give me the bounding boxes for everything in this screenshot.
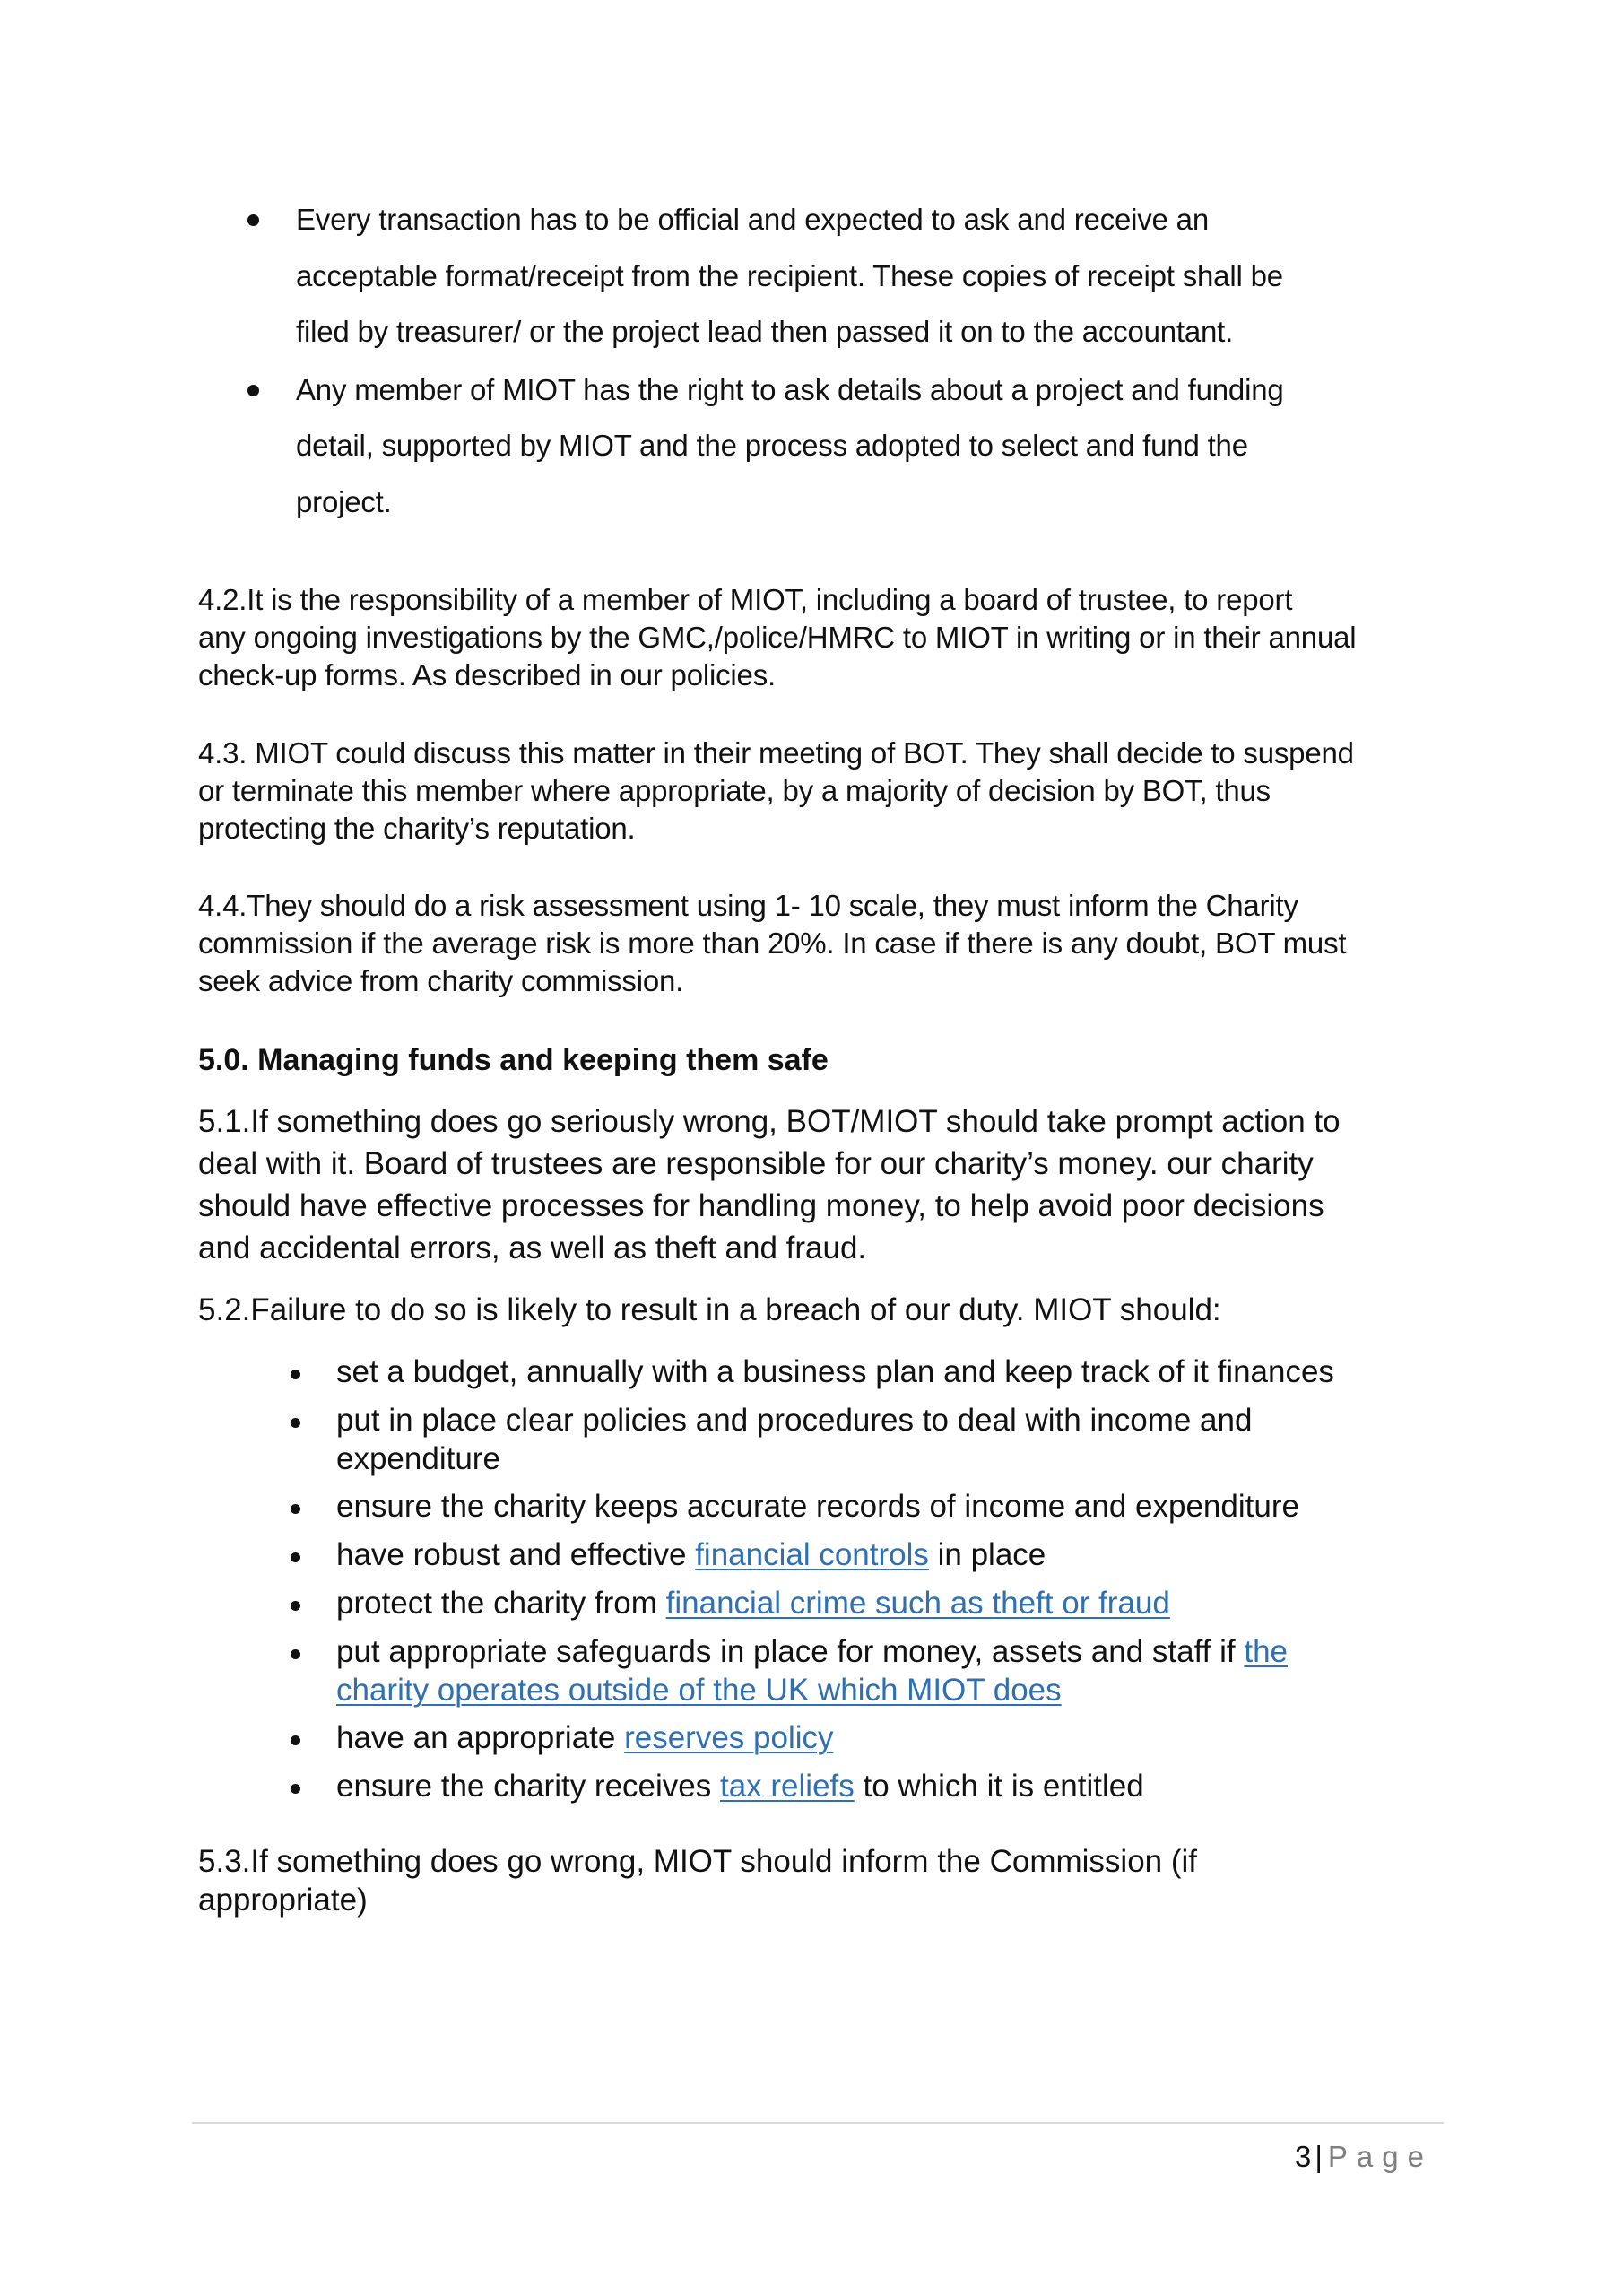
paragraph-line: commission if the average risk is more than 20%. In case if there is any doubt, BOT must — [198, 926, 1347, 960]
reserves-policy-link[interactable]: reserves policy — [624, 1720, 834, 1755]
financial-controls-link[interactable]: financial controls — [695, 1537, 929, 1572]
list-item — [336, 1537, 1046, 1573]
financial-crime-link[interactable]: financial crime such as theft or fraud — [665, 1586, 1170, 1621]
paragraph-line: 5.3.If something does go wrong, MIOT should inform the Commission (if — [198, 1844, 1198, 1879]
bullet-icon — [291, 1504, 300, 1514]
bullet-icon — [291, 1552, 300, 1562]
bullet-icon — [291, 1418, 300, 1428]
operates-outside-uk-link-continued[interactable]: charity operates outside of the UK which MIOT does — [336, 1673, 1062, 1708]
paragraph-line: check-up forms. As described in our policies. — [198, 658, 776, 691]
operates-outside-uk-link[interactable]: the — [1244, 1634, 1289, 1669]
paragraph-line: or terminate this member where appropriate, by a majority of decision by BOT, thus — [198, 774, 1271, 807]
paragraph-line: and accidental errors, as well as theft and fraud. — [198, 1231, 867, 1265]
list-item: expenditure — [336, 1441, 500, 1476]
list-item-line: project. — [296, 485, 392, 518]
bullet-icon — [247, 214, 259, 226]
paragraph-line: seek advice from charity commission. — [198, 964, 684, 997]
page-number-value: 3 — [1294, 2140, 1312, 2173]
bullet-icon — [291, 1370, 300, 1379]
list-item — [336, 1769, 1144, 1805]
bullet-icon — [247, 385, 259, 396]
list-item — [336, 1720, 834, 1756]
bullet-icon — [291, 1735, 300, 1745]
list-item-line: filed by treasurer/ or the project lead then passed it on to the accountant. — [296, 315, 1234, 348]
bullet-icon — [291, 1601, 300, 1611]
paragraph-line: should have effective processes for handling money, to help avoid poor decisions — [198, 1188, 1324, 1223]
list-item-text: put appropriate safeguards in place for money, assets and staff if — [336, 1634, 1245, 1669]
paragraph-line: any ongoing investigations by the GMC,/police/HMRC to MIOT in writing or in their annual — [198, 621, 1357, 654]
list-item — [336, 1586, 1170, 1622]
section-heading: 5.0. Managing funds and keeping them safe — [198, 1043, 829, 1077]
list-item-line: detail, supported by MIOT and the process adopted to select and fund the — [296, 429, 1248, 462]
list-item-text: protect the charity from — [336, 1586, 666, 1621]
list-item-line: acceptable format/receipt from the recipient. These copies of receipt shall be — [296, 259, 1283, 292]
list-item: put in place clear policies and procedures to deal with income and — [336, 1403, 1253, 1438]
list-item-text: ensure the charity receives — [336, 1769, 720, 1804]
paragraph-line: deal with it. Board of trustees are responsible for our charity’s money. our charity — [198, 1146, 1314, 1181]
list-item-text: have robust and effective — [336, 1537, 696, 1572]
page-number-separator: | — [1315, 2140, 1323, 2173]
list-item-line: Every transaction has to be official and expected to ask and receive an — [296, 203, 1209, 236]
list-item — [336, 1673, 1062, 1709]
list-item-line: Any member of MIOT has the right to ask details about a project and funding — [296, 373, 1284, 406]
list-item: set a budget, annually with a business plan and keep track of it finances — [336, 1354, 1334, 1389]
paragraph-line: protecting the charity’s reputation. — [198, 812, 636, 845]
list-item-text: to which it is entitled — [854, 1769, 1144, 1804]
paragraph-5-2: 5.2.Failure to do so is likely to result in a breach of our duty. MIOT should: — [198, 1292, 1221, 1327]
page-label: Page — [1327, 2140, 1433, 2173]
paragraph-line: 4.3. MIOT could discuss this matter in their meeting of BOT. They shall decide to suspend — [198, 736, 1354, 770]
list-item-text: have an appropriate — [336, 1720, 625, 1755]
paragraph-line: 4.2.It is the responsibility of a member of MIOT, including a board of trustee, to report — [198, 583, 1293, 616]
list-item: ensure the charity keeps accurate records of income and expenditure — [336, 1489, 1299, 1524]
tax-reliefs-link[interactable]: tax reliefs — [719, 1769, 855, 1804]
list-item — [336, 1634, 1288, 1670]
footer-divider — [192, 2122, 1444, 2124]
bullet-icon — [291, 1784, 300, 1794]
bullet-icon — [291, 1649, 300, 1659]
page-number — [1295, 2140, 1433, 2174]
paragraph-line: appropriate) — [198, 1883, 368, 1918]
paragraph-line: 5.1.If something does go seriously wrong, BOT/MIOT should take prompt action to — [198, 1104, 1341, 1139]
list-item-text: in place — [928, 1537, 1046, 1572]
paragraph-line: 4.4.They should do a risk assessment using 1- 10 scale, they must inform the Charity — [198, 889, 1298, 922]
